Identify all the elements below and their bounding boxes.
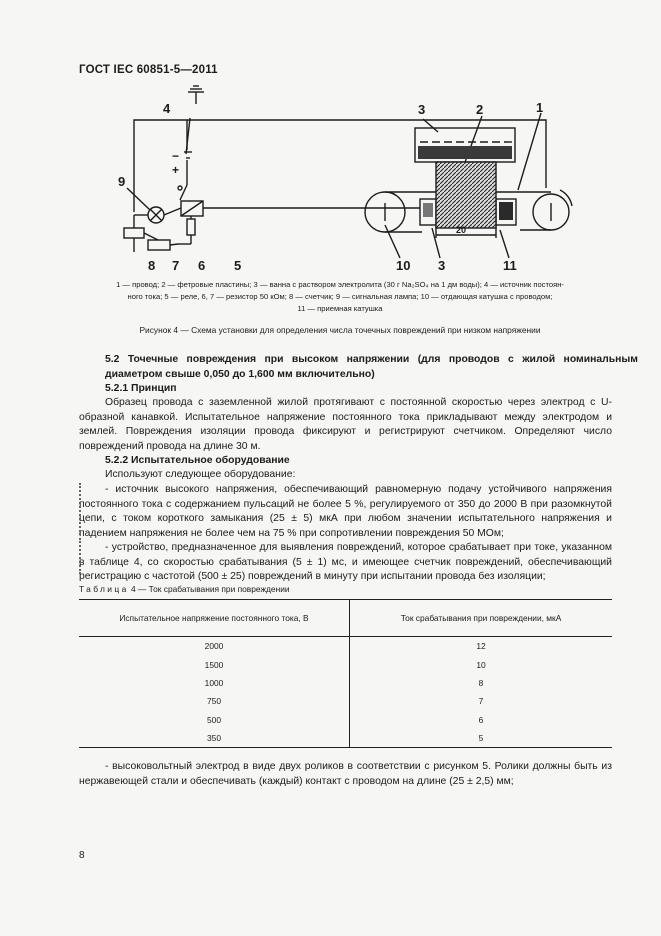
table-caption-label: Таблица (79, 584, 129, 594)
plus-sign: + (172, 163, 180, 177)
cell-voltage: 350 (79, 729, 350, 748)
cell-current: 8 (478, 677, 484, 688)
test-setup-diagram (0, 0, 661, 280)
table-row (79, 655, 612, 673)
equipment-item-3: - высоковольтный электрод в виде двух роликов в соответствии с рисунком 5. Ролики должны быть из нержавеющей стали и обеспечивать (каждый) контакт с проводом на длине (25 ± 2,5) мм; (79, 761, 612, 787)
cell-voltage: 750 (79, 692, 350, 710)
header-trip-current: Ток срабатывания при повреждении, мкА (350, 600, 613, 637)
callout-6: 6 (198, 258, 206, 273)
table-caption-text: 4 — Ток срабатывания при повреждении (128, 584, 290, 594)
callout-4: 4 (163, 101, 171, 116)
callout-1: 1 (536, 100, 544, 115)
callout-11: 11 (503, 258, 517, 273)
cell-voltage: 1500 (79, 655, 350, 673)
equipment-item-1: - источник высокого напряжения, обеспечивающий равномерную подачу устойчивого напряжения постоянного тока с содержанием пульсаций не более 5 %, регулируемого от 350 до 2000 В при разомкнутой цепи, с током короткого замыкания (25 ± 5) мкА при любом значении испытательного напряжения и падением напряжения не более чем на 75 % при сопротивлении повреждения 50 МОм; (79, 484, 612, 539)
section-5-2-title: 5.2 Точечные повреждения при высоком напряжении (для проводов с жилой номинальным диаметром свыше 0,050 до 1,600 мм включительно) (105, 354, 638, 380)
callout-3-top: 3 (418, 102, 426, 117)
callout-8: 8 (148, 258, 156, 273)
dimension-20: 20 (456, 225, 467, 235)
callout-7: 7 (172, 258, 180, 273)
table-header-row (79, 600, 612, 637)
table-row (79, 637, 612, 656)
cell-current: 6 (478, 714, 484, 725)
header-test-voltage: Испытательное напряжение постоянного тока, В (79, 600, 350, 637)
table-row (79, 674, 612, 692)
callout-3-bottom: 3 (438, 258, 446, 273)
minus-sign: − (172, 149, 180, 163)
cell-voltage: 2000 (79, 637, 350, 656)
section-5-2-2-title: 5.2.2 Испытательное оборудование (105, 455, 290, 466)
table-row (79, 711, 612, 729)
cell-current: 10 (476, 659, 486, 670)
cell-voltage: 1000 (79, 674, 350, 692)
callout-9: 9 (118, 174, 126, 189)
table-4 (79, 599, 612, 748)
change-bar (79, 483, 82, 535)
figure-caption: Рисунок 4 — Схема установки для определения числа точечных повреждений при низком напряжении (139, 325, 541, 335)
legend-line-2: ного тока; 5 — реле, 6, 7 — резистор 50 кОм; 8 — счетчик; 9 — сигнальная лампа; 10 — отдающая катушка с проводом; (127, 292, 553, 301)
cell-current: 7 (478, 696, 484, 707)
document-header: ГОСТ IEC 60851-5—2011 (79, 64, 218, 76)
section-5-2-2-intro: Используют следующее оборудование: (105, 469, 296, 480)
table-row (79, 692, 612, 710)
table-row (79, 729, 612, 748)
callout-2: 2 (476, 102, 484, 117)
cell-voltage: 500 (79, 711, 350, 729)
cell-current: 5 (350, 729, 613, 748)
change-bar (79, 538, 82, 574)
section-5-2-1-title: 5.2.1 Принцип (105, 383, 177, 394)
callout-5: 5 (234, 258, 242, 273)
table-caption (79, 584, 290, 594)
legend-line-1: 1 — провод; 2 — фетровые пластины; 3 — ванна с раствором электролита (30 г Na₂SO₄ на 1 дм воды); 4 — источник постоян- (116, 280, 564, 289)
callout-10: 10 (396, 258, 411, 273)
section-5-2-1-text: Образец провода с заземленной жилой протягивают с постоянной скоростью через электрод с U-образной канавкой. Испытательное напряжение постоянного тока прикладывают между электродом и землей. Повреждения изоляции провода фиксируют и регистрируют счетчиком. Определяют число повреждений провода на длине 30 м. (79, 397, 612, 452)
equipment-item-2: - устройство, предназначенное для выявления повреждений, которое срабатывает при токе, указанном в таблице 4, со скоростью срабатывания (5 ± 1) мс, и имеющее счетчик повреждений, обеспечивающий регистрацию с частотой (500 ± 25) повреждений в минуту при испытании провода без изоляции; (79, 542, 612, 582)
cell-current: 12 (476, 641, 486, 652)
legend-line-3: 11 — приемная катушка (297, 304, 383, 313)
page-number: 8 (79, 850, 85, 861)
figure-legend (84, 279, 596, 315)
